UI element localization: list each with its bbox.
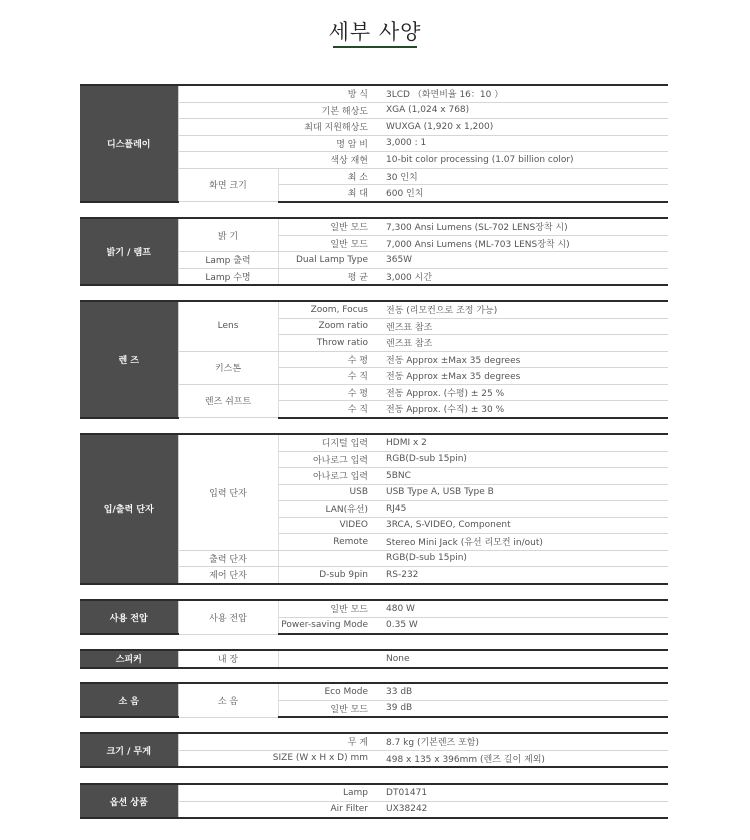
row-value: 33 dB xyxy=(378,683,668,700)
row-label: 최 대 xyxy=(278,185,378,202)
row-label: Zoom ratio xyxy=(278,318,378,335)
spec-table-brightness xyxy=(80,217,668,286)
category-speaker: 스피커 xyxy=(80,650,178,668)
row-label: 기본 해상도 xyxy=(178,102,378,119)
row-label: 일반 모드 xyxy=(278,600,378,617)
category-options: 옵션 상품 xyxy=(80,784,178,818)
row-label: LAN(유선) xyxy=(278,501,378,518)
row-value: 3LCD （화면비율 16：10 ） xyxy=(378,85,668,102)
row-label: 평 균 xyxy=(278,268,378,285)
group-label-lens-shift: 렌즈 쉬프트 xyxy=(178,384,278,418)
row-value: 전동 Approx. (수직) ± 30 % xyxy=(378,401,668,418)
row-value: RGB(D-sub 15pin) xyxy=(378,451,668,468)
row-value: None xyxy=(378,650,668,668)
page-title: 세부 사양 xyxy=(328,20,422,44)
row-label: 일반 모드 xyxy=(278,218,378,235)
row-label: 최대 지원해상도 xyxy=(178,119,378,136)
row-label: Air Filter xyxy=(178,801,378,818)
row-label: 아나로그 입력 xyxy=(278,468,378,485)
spec-table-lens xyxy=(80,300,668,419)
row-label: D-sub 9pin xyxy=(278,567,378,584)
row-label: 디지털 입력 xyxy=(278,434,378,451)
row-value: 8.7 kg (기본렌즈 포함) xyxy=(378,733,668,750)
row-value: 39 dB xyxy=(378,700,668,717)
row-label: 수 직 xyxy=(278,401,378,418)
row-value: 3,000 시간 xyxy=(378,268,668,285)
row-label: Throw ratio xyxy=(278,335,378,352)
category-io: 입/출력 단자 xyxy=(80,434,178,584)
row-value: 전동 (리모컨으로 조정 가능) xyxy=(378,301,668,318)
row-value: 3,000 : 1 xyxy=(378,135,668,152)
row-label: VIDEO xyxy=(278,517,378,534)
spec-table-display xyxy=(80,84,668,203)
spec-table-noise xyxy=(80,682,668,718)
group-label-lamp-life: Lamp 수명 xyxy=(178,268,278,285)
row-label: 색상 재현 xyxy=(178,152,378,169)
row-value: 30 인치 xyxy=(378,168,668,185)
category-power: 사용 전압 xyxy=(80,600,178,634)
row-value: RS-232 xyxy=(378,567,668,584)
category-noise: 소 음 xyxy=(80,683,178,717)
row-value: 렌즈표 참조 xyxy=(378,335,668,352)
group-label-screen-size: 화면 크기 xyxy=(178,168,278,202)
row-label: Remote xyxy=(278,534,378,551)
row-value: XGA (1,024 x 768) xyxy=(378,102,668,119)
row-label-empty xyxy=(278,550,378,567)
row-value: DT01471 xyxy=(378,784,668,801)
row-value: 렌즈표 참조 xyxy=(378,318,668,335)
title-underline xyxy=(333,46,417,48)
group-label-lens: Lens xyxy=(178,301,278,351)
row-value: 600 인치 xyxy=(378,185,668,202)
spec-table-speaker xyxy=(80,649,668,669)
row-label: Lamp xyxy=(178,784,378,801)
row-label: 명 암 비 xyxy=(178,135,378,152)
row-value: 7,300 Ansi Lumens (SL-702 LENS장착 시) xyxy=(378,218,668,235)
row-label: 수 평 xyxy=(278,351,378,368)
row-label: 수 직 xyxy=(278,368,378,385)
row-value: 전동 Approx ±Max 35 degrees xyxy=(378,368,668,385)
row-label: 일반 모드 xyxy=(278,700,378,717)
row-value: 365W xyxy=(378,252,668,269)
row-label: USB xyxy=(278,484,378,501)
row-value: UX38242 xyxy=(378,801,668,818)
spec-table-io xyxy=(80,433,668,585)
group-label-output: 출력 단자 xyxy=(178,550,278,567)
row-label: 최 소 xyxy=(278,168,378,185)
row-value: 498 x 135 x 396mm (렌즈 길이 제외) xyxy=(378,750,668,767)
group-label-noise: 소 음 xyxy=(178,683,278,717)
row-label: SIZE (W x H x D) mm xyxy=(178,750,378,767)
row-label-empty xyxy=(278,650,378,668)
row-value: HDMI x 2 xyxy=(378,434,668,451)
group-label-input: 입력 단자 xyxy=(178,434,278,550)
group-label-power: 사용 전압 xyxy=(178,600,278,634)
category-size-weight: 크기 / 무게 xyxy=(80,733,178,767)
row-label: 아나로그 입력 xyxy=(278,451,378,468)
row-value: 3RCA, S-VIDEO, Component xyxy=(378,517,668,534)
row-label: 수 평 xyxy=(278,384,378,401)
row-label: Dual Lamp Type xyxy=(278,252,378,269)
row-value: 0.35 W xyxy=(378,617,668,634)
row-value: 480 W xyxy=(378,600,668,617)
row-label: 무 게 xyxy=(178,733,378,750)
row-value: Stereo Mini Jack (유선 리모컨 in/out) xyxy=(378,534,668,551)
row-label: Eco Mode xyxy=(278,683,378,700)
spec-table-options xyxy=(80,783,668,819)
row-label: Power-saving Mode xyxy=(278,617,378,634)
row-value: RJ45 xyxy=(378,501,668,518)
group-label-brightness: 밝 기 xyxy=(178,218,278,252)
spec-table-power xyxy=(80,599,668,635)
row-value: RGB(D-sub 15pin) xyxy=(378,550,668,567)
row-value: 7,000 Ansi Lumens (ML-703 LENS장착 시) xyxy=(378,235,668,252)
row-label: Zoom, Focus xyxy=(278,301,378,318)
row-value: 5BNC xyxy=(378,468,668,485)
group-label-keystone: 키스톤 xyxy=(178,351,278,384)
row-value: 10-bit color processing (1.07 billion color) xyxy=(378,152,668,169)
category-brightness-lamp: 밝기 / 램프 xyxy=(80,218,178,285)
group-label-control: 제어 단자 xyxy=(178,567,278,584)
row-value: USB Type A, USB Type B xyxy=(378,484,668,501)
category-display: 디스플레이 xyxy=(80,85,178,202)
group-label-builtin: 내 장 xyxy=(178,650,278,668)
row-label: 일반 모드 xyxy=(278,235,378,252)
group-label-lamp-output: Lamp 출력 xyxy=(178,252,278,269)
category-lens: 렌 즈 xyxy=(80,301,178,418)
row-value: WUXGA (1,920 x 1,200) xyxy=(378,119,668,136)
row-value: 전동 Approx. (수평) ± 25 % xyxy=(378,384,668,401)
spec-table-size xyxy=(80,732,668,768)
row-value: 전동 Approx ±Max 35 degrees xyxy=(378,351,668,368)
row-label: 방 식 xyxy=(178,85,378,102)
